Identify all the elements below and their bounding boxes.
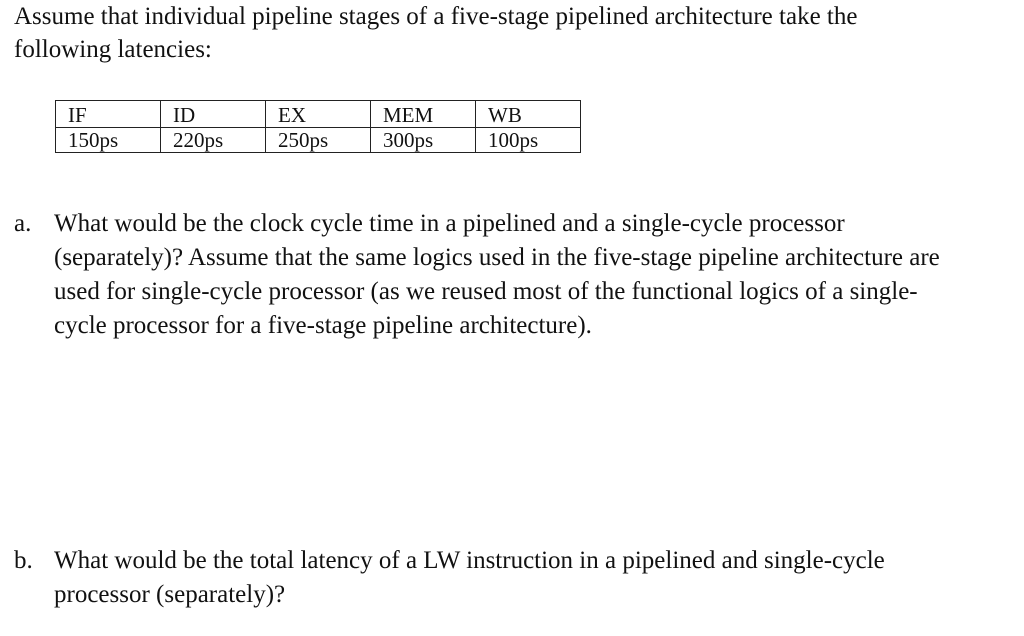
stage-header-if: IF (56, 101, 161, 128)
intro-paragraph (14, 0, 1014, 66)
intro-line: Assume that individual pipeline stages of a five-stage pipelined architecture take the (14, 3, 858, 30)
table-header-row (56, 101, 581, 128)
question-line: cycle processor for a five-stage pipeline architecture). (54, 312, 592, 339)
question-text (54, 544, 885, 612)
question-line: (separately)? Assume that the same logics used in the five-stage pipeline architecture are (54, 244, 940, 271)
latency-ex: 250ps (266, 128, 371, 153)
table-row (56, 128, 581, 153)
latency-table (55, 100, 581, 153)
latency-id: 220ps (161, 128, 266, 153)
latency-mem: 300ps (371, 128, 476, 153)
question-line: What would be the clock cycle time in a pipelined and a single-cycle processor (54, 210, 845, 237)
question-marker: b. (14, 547, 33, 574)
question-line: processor (separately)? (54, 581, 286, 608)
question-line: used for single-cycle processor (as we reused most of the functional logics of a single- (54, 278, 918, 305)
stage-header-id: ID (161, 101, 266, 128)
question-line: What would be the total latency of a LW instruction in a pipelined and single-cycle (54, 547, 885, 574)
latency-wb: 100ps (476, 128, 581, 153)
question-text (54, 207, 940, 343)
stage-header-wb: WB (476, 101, 581, 128)
latency-if: 150ps (56, 128, 161, 153)
question-marker: a. (14, 210, 32, 237)
stage-header-mem: MEM (371, 101, 476, 128)
intro-line: following latencies: (14, 36, 212, 63)
stage-header-ex: EX (266, 101, 371, 128)
